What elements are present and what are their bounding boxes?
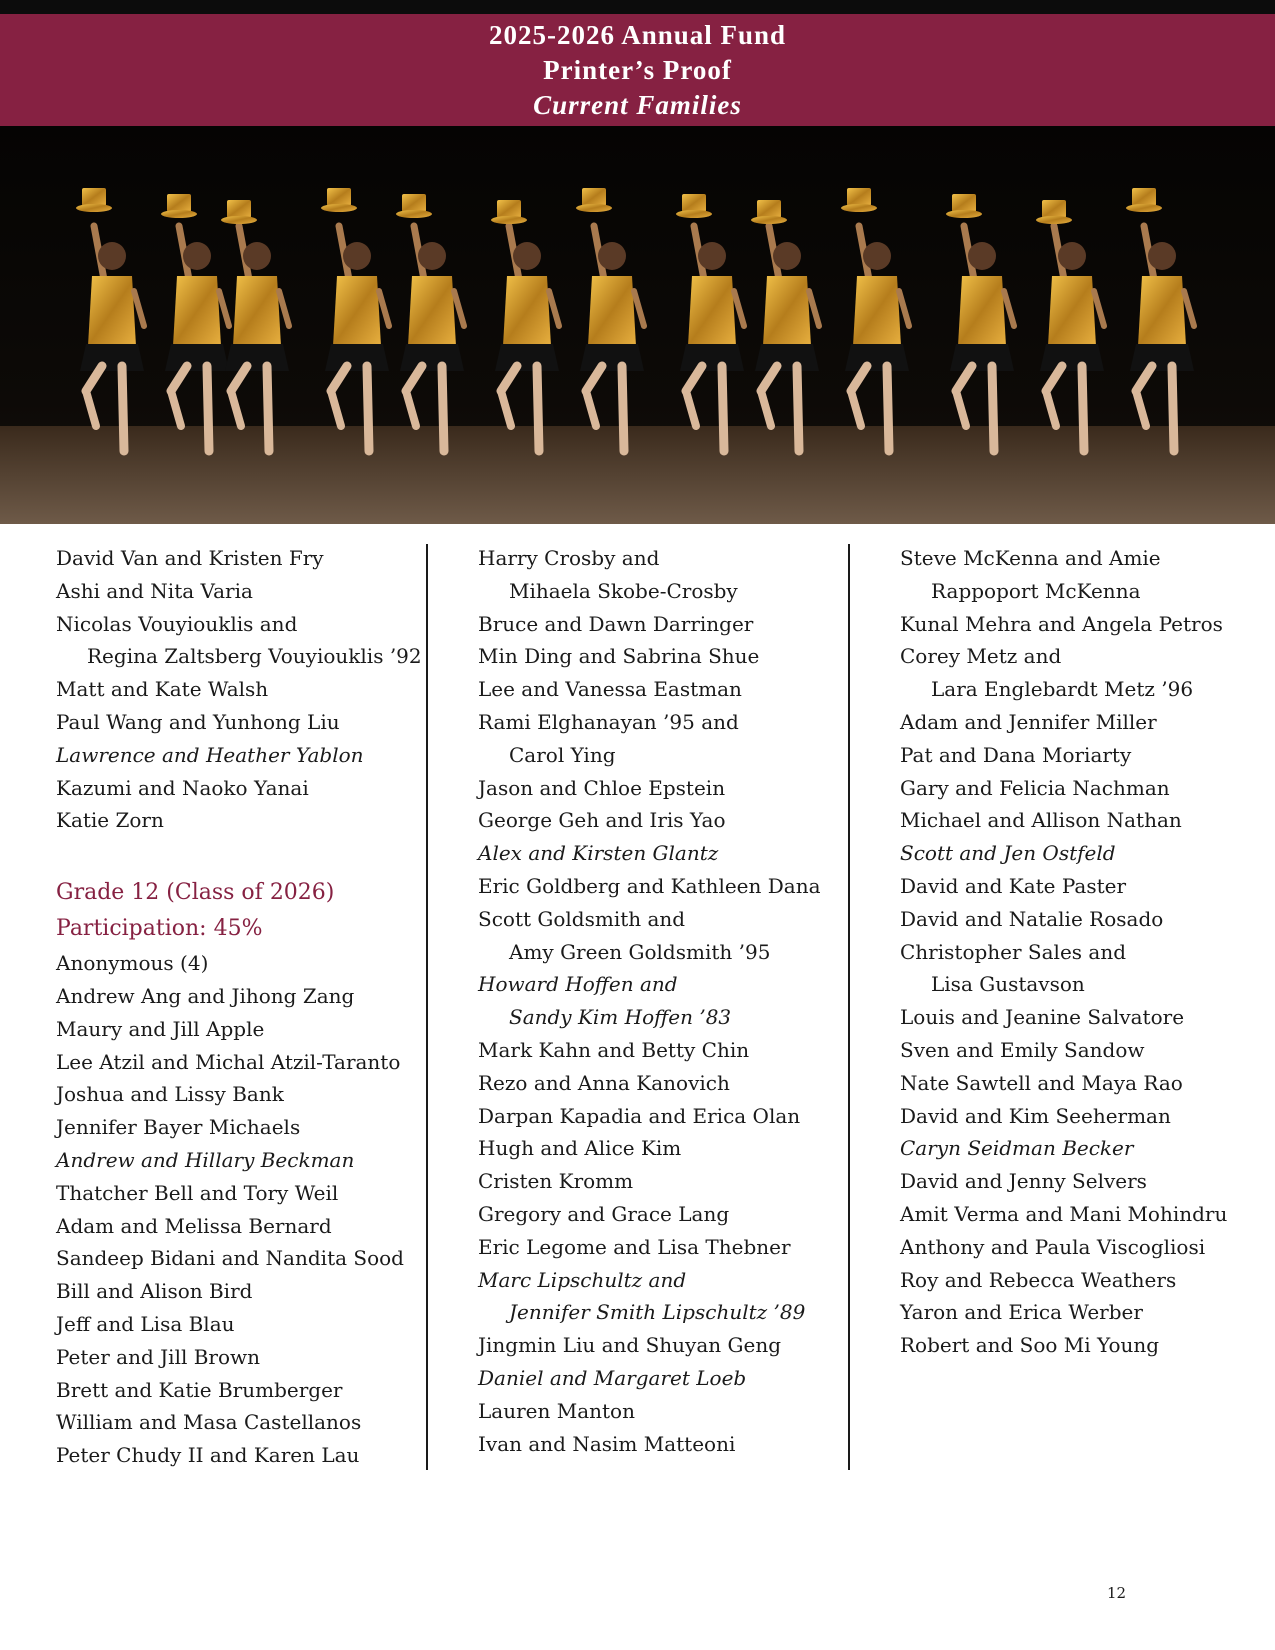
donor-entry: Sandeep Bidani and Nandita Sood [56, 1246, 404, 1271]
donor-entry: Gregory and Grace Lang [478, 1201, 730, 1226]
donor-entry: Corey Metz and [900, 644, 1062, 669]
donor-entry: Thatcher Bell and Tory Weil [56, 1180, 339, 1205]
donor-entry: Michael and Allison Nathan [900, 808, 1182, 833]
donor-entry: George Geh and Iris Yao [478, 808, 726, 833]
donor-entry: Matt and Kate Walsh [56, 677, 269, 702]
donor-entry: Bill and Alison Bird [56, 1279, 253, 1304]
donor-entry: William and Masa Castellanos [56, 1410, 362, 1435]
donor-entry: Joshua and Lissy Bank [56, 1082, 284, 1107]
donor-entry: Lawrence and Heather Yablon [56, 742, 364, 767]
donor-entry: Jeff and Lisa Blau [56, 1311, 235, 1336]
donor-entry: Pat and Dana Moriarty [900, 742, 1132, 767]
donor-entry: Alex and Kirsten Glantz [478, 841, 719, 866]
column-1 [56, 542, 422, 1472]
donor-entry: Lee and Vanessa Eastman [478, 677, 742, 702]
donor-entry: Scott and Jen Ostfeld [900, 841, 1116, 866]
section-label: Current Families [533, 90, 742, 120]
stage-photo [0, 126, 1275, 524]
donor-list-3 [900, 542, 1270, 1362]
donor-list-2 [478, 542, 838, 1460]
fund-title: 2025-2026 Annual Fund [488, 20, 787, 50]
donor-entry: Anthony and Paula Viscogliosi [900, 1234, 1206, 1259]
donor-entry: Christopher Sales and [900, 939, 1127, 964]
donor-entry: Peter Chudy II and Karen Lau [56, 1443, 360, 1468]
donor-entry: Kazumi and Naoko Yanai [56, 775, 309, 800]
donor-entry: David and Kate Paster [900, 873, 1127, 898]
donor-entry: Nate Sawtell and Maya Rao [900, 1070, 1183, 1095]
donor-entry: Katie Zorn [56, 808, 164, 833]
column-divider [848, 544, 850, 1470]
donor-entry: Lee Atzil and Michal Atzil-Taranto [56, 1049, 401, 1074]
donor-entry: Scott Goldsmith and [478, 906, 686, 931]
donor-entry: Regina Zaltsberg Vouyiouklis ’92 [87, 644, 422, 669]
donor-entry: Mark Kahn and Betty Chin [478, 1037, 750, 1062]
stage-photo-dancers-icon [0, 126, 1275, 524]
column-2 [478, 542, 838, 1460]
donor-entry: Cristen Kromm [478, 1169, 634, 1194]
donor-entry: Brett and Katie Brumberger [56, 1377, 343, 1402]
donor-entry: Harry Crosby and [478, 546, 660, 570]
donor-entry: Eric Goldberg and Kathleen Dana [478, 873, 821, 898]
proof-label: Printer’s Proof [543, 55, 732, 85]
donor-entry: Ivan and Nasim Matteoni [478, 1431, 736, 1456]
donor-entry: Carol Ying [509, 742, 616, 767]
donor-entry: Nicolas Vouyiouklis and [56, 611, 298, 636]
column-divider [426, 544, 428, 1470]
donor-entry: Anonymous (4) [56, 951, 209, 976]
top-edge-bar [0, 0, 1275, 14]
donor-entry: Rezo and Anna Kanovich [478, 1070, 730, 1095]
donor-entry: Sven and Emily Sandow [900, 1037, 1145, 1062]
donor-entry: Jingmin Liu and Shuyan Geng [478, 1333, 781, 1358]
donor-entry: Paul Wang and Yunhong Liu [56, 709, 340, 734]
donor-entry: Sandy Kim Hoffen ’83 [509, 1005, 732, 1030]
grade-heading: Grade 12 (Class of 2026) [56, 880, 335, 906]
participation-heading: Participation: 45% [56, 916, 263, 942]
donor-entry: Ashi and Nita Varia [56, 578, 253, 603]
donor-entry: Peter and Jill Brown [56, 1344, 261, 1369]
donor-entry: Min Ding and Sabrina Shue [478, 644, 760, 669]
donor-entry: David and Natalie Rosado [900, 906, 1164, 931]
donor-entry: Hugh and Alice Kim [478, 1136, 682, 1161]
donor-entry: Jennifer Smith Lipschultz ’89 [509, 1300, 806, 1325]
donor-entry: Gary and Felicia Nachman [900, 775, 1170, 800]
donor-entry: Andrew Ang and Jihong Zang [56, 983, 355, 1008]
donor-entry: Roy and Rebecca Weathers [900, 1267, 1177, 1292]
donor-entry: Daniel and Margaret Loeb [478, 1365, 747, 1390]
donor-entry: Mihaela Skobe-Crosby [509, 578, 738, 603]
donor-entry: David and Kim Seeherman [900, 1103, 1171, 1128]
donor-entry: Lauren Manton [478, 1398, 635, 1423]
donor-entry: Lisa Gustavson [931, 972, 1085, 997]
donor-entry: Kunal Mehra and Angela Petros [900, 611, 1223, 636]
donor-entry: Bruce and Dawn Darringer [478, 611, 754, 636]
donor-entry: David and Jenny Selvers [900, 1169, 1147, 1194]
donor-entry: Caryn Seidman Becker [900, 1136, 1134, 1161]
donor-entry: Robert and Soo Mi Young [900, 1333, 1160, 1358]
donor-list-grade-12 [56, 947, 416, 1472]
donor-entry: Marc Lipschultz and [478, 1267, 687, 1292]
donor-entry: Rappoport McKenna [931, 578, 1141, 603]
donor-entry: Louis and Jeanine Salvatore [900, 1005, 1185, 1030]
donor-entry: Darpan Kapadia and Erica Olan [478, 1103, 801, 1128]
donor-entry: Eric Legome and Lisa Thebner [478, 1234, 791, 1259]
page-number: 12 [1107, 1584, 1127, 1602]
donor-entry: Lara Englebardt Metz ’96 [931, 677, 1194, 702]
donor-entry: Adam and Melissa Bernard [56, 1213, 332, 1238]
donor-list-1 [56, 542, 422, 837]
donor-entry: Rami Elghanayan ’95 and [478, 709, 739, 734]
donor-entry: Yaron and Erica Werber [900, 1300, 1143, 1325]
donor-entry: Amit Verma and Mani Mohindru [900, 1201, 1228, 1226]
section-spacer [56, 837, 416, 875]
column-3 [900, 542, 1270, 1362]
donor-entry: Jennifer Bayer Michaels [56, 1115, 301, 1140]
donor-entry: Adam and Jennifer Miller [900, 709, 1157, 734]
donor-entry: Andrew and Hillary Beckman [56, 1147, 355, 1172]
donor-entry: Maury and Jill Apple [56, 1016, 265, 1041]
donor-entry: Amy Green Goldsmith ’95 [509, 939, 771, 964]
donor-entry: David Van and Kristen Fry [56, 546, 324, 570]
donor-entry: Steve McKenna and Amie [900, 546, 1161, 570]
donor-entry: Jason and Chloe Epstein [478, 775, 726, 800]
header-banner [0, 14, 1275, 126]
donor-entry: Howard Hoffen and [478, 972, 678, 997]
